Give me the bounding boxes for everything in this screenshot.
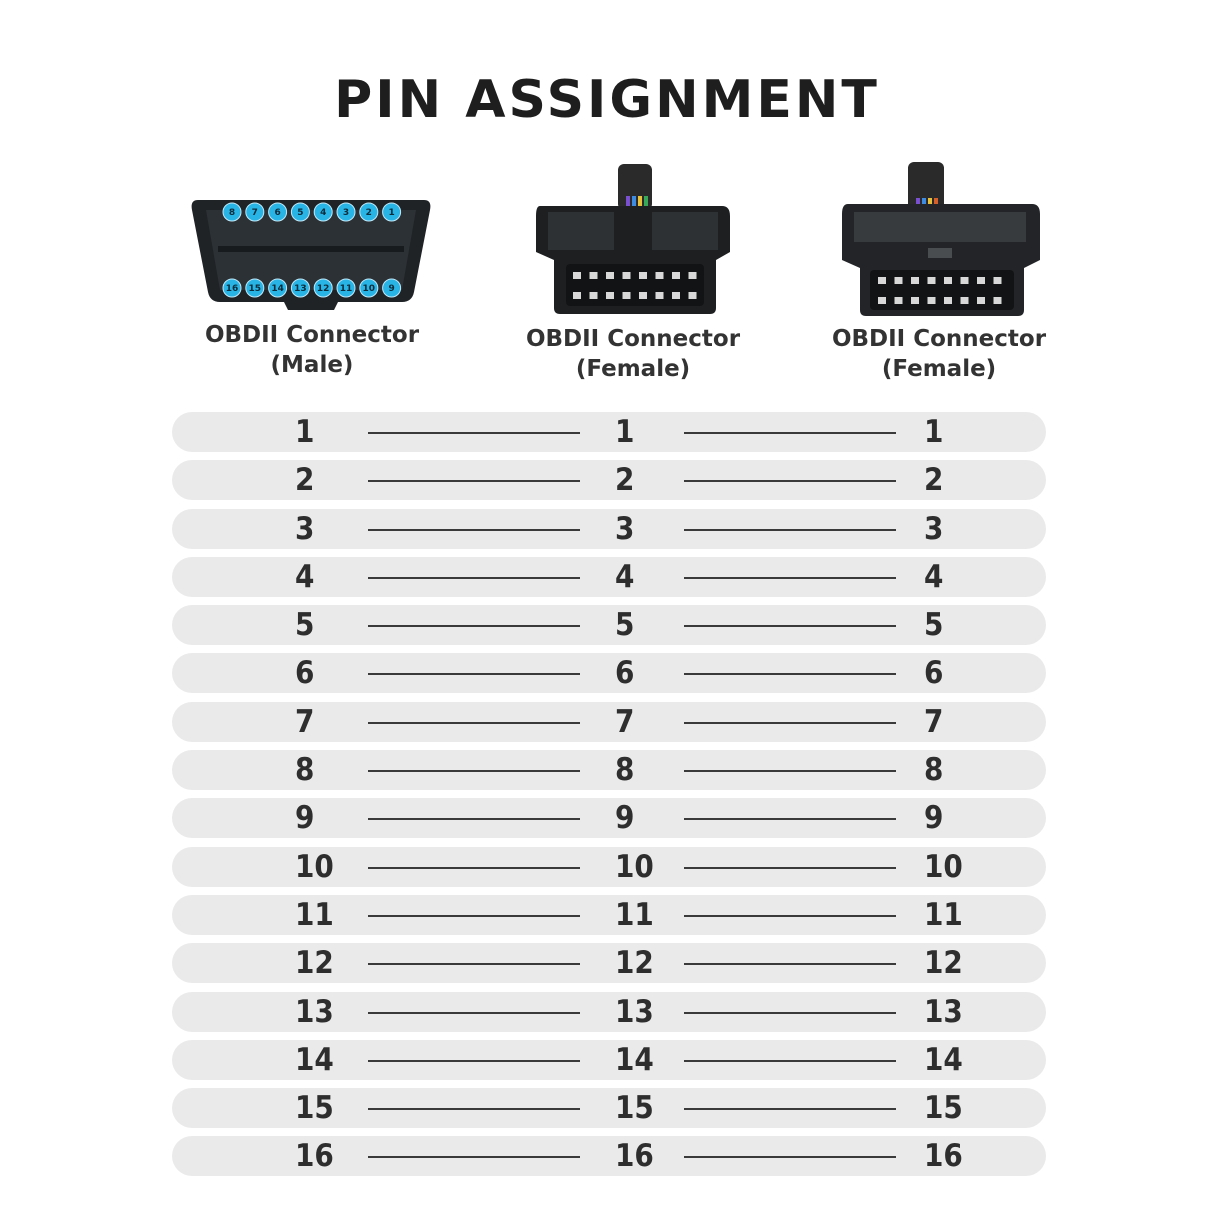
female-connector-2-image [836,160,1046,320]
female-2-pin-number: 10 [924,848,963,885]
male-pin-number: 5 [295,607,315,644]
female-2-pin-number: 7 [924,703,944,740]
female-pin-hole [639,272,647,279]
female-1-pin-number: 10 [615,848,654,885]
wire-line [368,722,580,724]
wire-line [684,1108,896,1110]
male-pin-number: 9 [295,800,315,837]
wire-line [684,818,896,820]
wire-line [684,577,896,579]
male-pin-label: 14 [271,284,284,295]
wire-line [684,867,896,869]
female-connector-1-label: OBDII Connector (Female) [525,326,741,382]
female-pin-hole [911,297,919,304]
wire-line [684,963,896,965]
wire-line [368,432,580,434]
pin-row [172,750,1046,790]
female-1-pin-number: 3 [615,510,635,547]
wire-line [368,1060,580,1062]
male-pin-label: 3 [342,208,350,219]
female-pin-hole [928,297,936,304]
wire-line [684,673,896,675]
female-pin-hole [606,292,614,299]
male-pin-label: 10 [362,284,376,295]
wire-line [684,432,896,434]
female-2-pin-number: 12 [924,945,963,982]
pin-row [172,412,1046,452]
wire-line [684,1156,896,1158]
wire-line [684,480,896,482]
female-2-pin-number: 9 [924,800,944,837]
female-2-pin-number: 14 [924,1041,963,1078]
wire-line [368,577,580,579]
female-1-pin-number: 1 [615,414,635,450]
wire-line [368,770,580,772]
male-connector-image [188,196,434,314]
male-pin-number: 3 [295,510,315,547]
female-1-pin-number: 5 [615,607,635,644]
pin-row [172,1040,1046,1080]
wire-line [368,818,580,820]
female-pin-hole [961,297,969,304]
female-pin-hole [994,297,1002,304]
female-pin-hole [573,272,581,279]
female-connector-2-label: OBDII Connector (Female) [831,326,1047,382]
male-pin-number: 8 [295,752,315,789]
male-pin-label: 8 [228,208,236,219]
wire-line [368,1108,580,1110]
female-1-pin-number: 16 [615,1138,654,1175]
female-pin-hole [656,272,664,279]
male-pin-label: 16 [225,284,239,295]
female-1-pin-number: 2 [615,462,635,499]
female-pin-hole [944,297,952,304]
wire-line [684,915,896,917]
male-pin-label: 15 [248,284,262,295]
page-title: PIN ASSIGNMENT [334,70,880,130]
female-pin-hole [977,297,985,304]
female-pin-hole [689,272,697,279]
female-1-pin-number: 14 [615,1041,654,1078]
male-pin-label: 5 [297,208,304,219]
pin-row [172,895,1046,935]
female-2-pin-number: 6 [924,655,944,692]
male-pin-number: 6 [295,655,315,692]
wire-line [684,1012,896,1014]
female-1-pin-number: 11 [615,896,654,933]
pin-row [172,605,1046,645]
female-2-pin-number: 5 [924,607,944,644]
male-pin-label: 11 [339,284,353,295]
wire-line [368,963,580,965]
male-pin-number: 16 [295,1138,334,1175]
female-2-pin-number: 8 [924,752,944,789]
male-pin-number: 12 [295,945,334,982]
wire-line [368,625,580,627]
female-2-pin-number: 2 [924,462,944,499]
pin-row [172,1136,1046,1176]
female-1-pin-number: 4 [615,558,635,595]
female-pin-hole [573,292,581,299]
female-pin-hole [639,292,647,299]
female-1-pin-number: 7 [615,703,635,740]
wire-line [368,1156,580,1158]
female-2-pin-number: 1 [924,414,944,450]
wire-line [684,770,896,772]
female-pin-hole [590,292,598,299]
female-2-pin-number: 15 [924,1090,963,1127]
wire-line [684,625,896,627]
female-1-pin-number: 15 [615,1090,654,1127]
wire-line [368,529,580,531]
male-pin-number: 2 [295,462,315,499]
female-pin-hole [878,297,886,304]
pin-row [172,653,1046,693]
female-pin-hole [623,292,631,299]
male-connector-label: OBDII Connector (Male) [204,322,420,378]
pin-row [172,847,1046,887]
pin-row [172,460,1046,500]
male-pin-number: 13 [295,993,334,1030]
female-2-pin-number: 13 [924,993,963,1030]
female-pin-hole [994,277,1002,284]
female-pin-hole [895,297,903,304]
female-pin-hole [911,277,919,284]
female-1-pin-number: 13 [615,993,654,1030]
pin-row [172,798,1046,838]
pin-assignment-table [172,412,1046,1185]
female-pin-hole [961,277,969,284]
female-pin-hole [977,277,985,284]
pin-row [172,992,1046,1032]
female-pin-hole [623,272,631,279]
female-1-pin-number: 9 [615,800,635,837]
male-pin-label: 9 [388,284,395,295]
wire-line [368,915,580,917]
female-pin-hole [944,277,952,284]
male-pin-label: 2 [365,208,372,219]
female-1-pin-number: 8 [615,752,635,789]
male-pin-number: 15 [295,1090,334,1127]
male-pin-label: 6 [274,208,281,219]
pin-row [172,509,1046,549]
male-pin-label: 1 [388,208,395,219]
male-pin-number: 4 [295,558,315,595]
pin-row [172,943,1046,983]
female-pin-hole [895,277,903,284]
female-2-pin-number: 16 [924,1138,963,1175]
wire-line [684,529,896,531]
pin-row [172,702,1046,742]
male-pin-label: 12 [316,284,330,295]
wire-line [368,867,580,869]
male-pin-number: 7 [295,703,315,740]
male-pin-number: 14 [295,1041,334,1078]
male-pin-label: 4 [320,208,327,219]
female-pin-hole [656,292,664,299]
female-2-pin-number: 11 [924,896,963,933]
female-pin-hole [689,292,697,299]
female-1-pin-number: 12 [615,945,654,982]
pin-row [172,557,1046,597]
pin-row [172,1088,1046,1128]
wire-line [368,1012,580,1014]
wire-line [368,673,580,675]
female-connector-1-image [526,160,736,320]
female-pin-hole [606,272,614,279]
female-pin-hole [590,272,598,279]
male-pin-number: 11 [295,896,334,933]
female-2-pin-number: 4 [924,558,944,595]
female-pin-hole [928,277,936,284]
male-pin-number: 1 [295,414,315,450]
male-pin-label: 13 [294,284,307,295]
female-2-pin-number: 3 [924,510,944,547]
wire-line [684,1060,896,1062]
wire-line [684,722,896,724]
female-1-pin-number: 6 [615,655,635,692]
male-pin-number: 10 [295,848,334,885]
male-pin-label: 7 [251,208,258,219]
female-pin-hole [878,277,886,284]
wire-line [368,480,580,482]
female-pin-hole [672,272,680,279]
female-pin-hole [672,292,680,299]
